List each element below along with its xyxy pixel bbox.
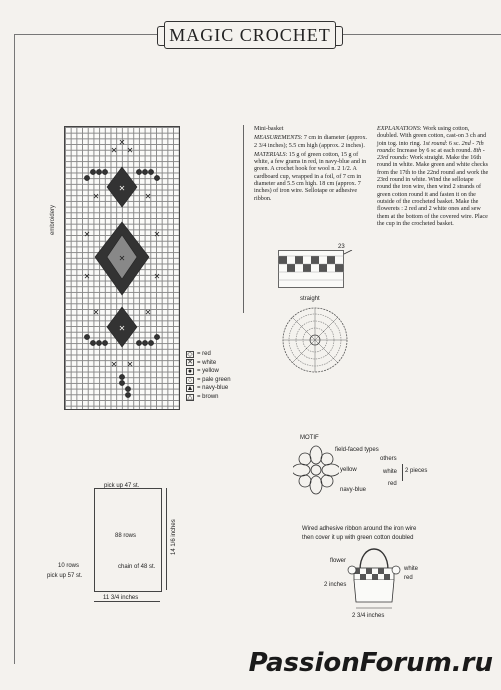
finished-basket-diagram: [344, 538, 404, 612]
svg-text:✕: ✕: [83, 272, 91, 281]
motif-pieces-label: 2 pieces: [405, 468, 428, 474]
svg-text:✕: ✕: [92, 308, 100, 317]
bracket-line: [402, 464, 403, 481]
legend-label: = brown: [197, 393, 219, 400]
svg-text:✕: ✕: [110, 360, 118, 369]
symbol-legend: [186, 350, 231, 402]
page-left-rule: [14, 34, 15, 664]
diamond-icon: ◇: [187, 350, 193, 358]
legend-label: = pale green: [197, 376, 231, 383]
legend-label: = navy-blue: [197, 385, 229, 392]
rows-label: 88 rows: [115, 533, 137, 539]
width-inches-label: 2 3/4 inches: [352, 613, 385, 619]
chart-side-label: embroidery: [50, 204, 56, 235]
svg-text:✕: ✕: [144, 308, 152, 317]
chart-motif-top: [84, 138, 159, 207]
motif-others-label: others: [380, 456, 397, 462]
measurements-paragraph: MEASUREMENTS: 7 cm in diameter (approx. 2 3/4 inches); 5.5 cm high (approx. 2 inches).: [254, 135, 368, 149]
pattern-piece-outline: [94, 488, 162, 592]
outline-triangle-icon: △: [187, 393, 193, 401]
straight-label: straight: [300, 296, 320, 302]
svg-text:✕: ✕: [110, 146, 118, 155]
pick-up-bottom-label: pick up 57 st.: [47, 573, 83, 579]
height-inches-label: 2 inches: [324, 582, 347, 588]
svg-text:✕: ✕: [126, 146, 134, 155]
column-divider: [243, 125, 244, 313]
section-heading: Mini-basket: [254, 126, 284, 132]
title-banner: [164, 21, 336, 49]
circle-icon: ○: [187, 376, 193, 384]
svg-text:✕: ✕: [118, 138, 126, 147]
legend-item-white: [186, 359, 231, 368]
basket-white-label: white: [404, 566, 419, 572]
svg-text:✕: ✕: [126, 360, 134, 369]
legend-item-navy-blue: [186, 384, 231, 393]
chain-label: chain of 48 st.: [118, 564, 156, 570]
legend-item-pale-green: [186, 376, 231, 385]
x-icon: ✕: [187, 359, 193, 367]
svg-text:✕: ✕: [83, 230, 91, 239]
basket-stitch-chart: [278, 250, 358, 288]
basket-red-label: red: [404, 575, 413, 581]
height-label: 14 1/6 inches: [171, 519, 177, 555]
chart-motifs: [65, 127, 179, 409]
legend-label: = red: [197, 351, 211, 357]
basket-base-chart: [280, 305, 350, 375]
legend-item-yellow: [186, 367, 231, 376]
motif-title: MOTIF: [300, 435, 319, 441]
pick-up-top-label: pick up 47 st.: [104, 483, 140, 489]
motif-red-label: red: [388, 481, 397, 487]
width-dimension-line: [94, 601, 160, 602]
legend-label: = white: [197, 359, 217, 366]
legend-label: = yellow: [197, 368, 219, 375]
svg-text:✕: ✕: [153, 272, 161, 281]
flower-motif-diagram: [293, 445, 339, 495]
svg-text:✕: ✕: [144, 192, 152, 201]
triangle-icon: ▲: [186, 385, 194, 393]
svg-text:✕: ✕: [118, 324, 126, 333]
svg-text:✕: ✕: [118, 184, 126, 193]
legend-item-red: [186, 350, 231, 359]
chart-motif-center: [84, 222, 161, 295]
dot-icon: ●: [187, 367, 193, 375]
motif-yellow-label: yellow: [340, 467, 357, 473]
height-dimension-line: [166, 488, 167, 590]
watermark: PassionForum.ru: [248, 648, 493, 678]
width-label: 11 3/4 inches: [103, 595, 139, 601]
wire-note-line1: Wired adhesive ribbon around the iron wire: [302, 526, 417, 532]
mini-basket-text: [254, 126, 370, 205]
flower-label: flower: [330, 558, 347, 564]
svg-text:✕: ✕: [92, 192, 100, 201]
motif-navy-label: navy-blue: [340, 487, 367, 493]
ten-rows-label: 10 rows: [58, 563, 80, 569]
explanations-paragraph: EXPLANATIONS: Work using cotton, doubled. With green cotton, cast-on 3 ch and join tog. into ring. 1st round: 6 sc. 2nd - 7th rounds: Increase by 6 sc at each round. 8th - 23rd rounds: Work straight. Make the 16th round in white. Make green and white checks from the 17th to the 22nd round and work the 23rd round in white. Wind the sellotape round the iron wire, then wind 2 strands of green cotton round it and fasten it on the outside of the crocheted basket. Make the flowerets : 2 red and 2 white ones and sew them at the bottom of the covered wire. Place the cup in the crocheted basket.: [377, 126, 489, 227]
page-title: MAGIC CROCHET: [169, 24, 331, 45]
explanations-text: [377, 126, 489, 230]
motif-types-label: field-faced types: [335, 447, 379, 453]
svg-text:✕: ✕: [118, 254, 126, 263]
wire-note-line2: then cover it up with green cotton doubled: [302, 535, 414, 541]
materials-paragraph: MATERIALS: 15 g of green cotton, 15 g of white, a few grams in red, in navy-blue and in green. A crochet hook for wool n. 2 1/2. A cardboard cup, wrapped in a foil, of 7 cm in diameter and 5.5 cm high. 18 cm (approx. 7 inches) of iron wire. Sellotape or adhesive ribbon.: [254, 151, 367, 202]
svg-text:✕: ✕: [153, 230, 161, 239]
motif-white-label: white: [383, 469, 398, 475]
legend-item-brown: [186, 393, 231, 402]
embroidery-chart: [64, 126, 180, 410]
chart-motif-bottom: [84, 307, 159, 398]
round-number: 23: [338, 244, 345, 250]
